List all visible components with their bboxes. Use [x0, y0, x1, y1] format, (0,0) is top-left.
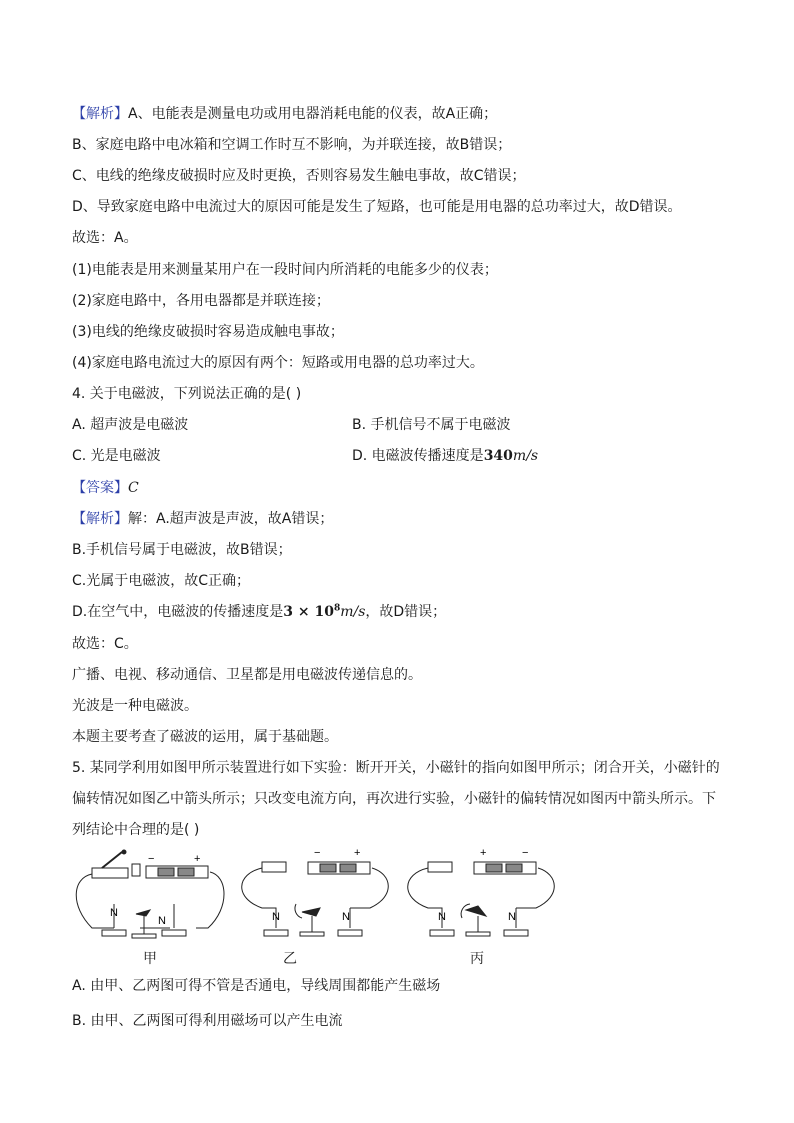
north-label-2: N [508, 911, 516, 923]
q3-analysis-line-1 [72, 104, 497, 124]
answer-tag: 【答案】 [72, 480, 128, 496]
figure-jia-circuit [70, 846, 240, 941]
magnetic-needle [302, 908, 320, 916]
minus-sign: − [148, 853, 155, 865]
switch-closed [262, 862, 286, 872]
q3-analysis-line-4: D、导致家庭电路中电流过大的原因可能是发生了短路，也可能是用电器的总功率过大，故D错误。 [72, 199, 682, 215]
battery-box [474, 862, 536, 874]
q4-option-b: B. 手机信号不属于电磁波 [352, 417, 511, 433]
q5-stem-line-2: 偏转情况如图乙中箭头所示；只改变电流方向，再次进行实验，小磁针的偏转情况如图丙中箭头所示。下 [72, 791, 716, 807]
wire-right [196, 872, 224, 928]
battery-box [146, 866, 208, 878]
q3-point-4: (4)家庭电路电流过大的原因有两个：短路或用电器的总功率过大。 [72, 355, 484, 371]
figure-yi-circuit [232, 846, 402, 941]
q3-point-3: (3)电线的绝缘皮破损时容易造成触电事故； [72, 324, 344, 340]
q3-choice: 故选：A。 [72, 230, 138, 246]
q3-point-1: (1)电能表是用来测量某用户在一段时间内所消耗的电能多少的仪表； [72, 262, 498, 278]
wire-left [76, 874, 114, 928]
q4-option-a: A. 超声波是电磁波 [72, 417, 189, 433]
figure-bing-label: 丙 [470, 951, 484, 967]
q4-choice: 故选：C。 [72, 636, 138, 652]
minus-sign: − [522, 847, 529, 859]
north-label-1: N [438, 911, 446, 923]
q4-analysis-line-1 [72, 509, 333, 529]
option-d-unit: m/s [512, 448, 539, 464]
q3-analysis-line-3: C、电线的绝缘皮破损时应及时更换，否则容易发生触电事故，故C错误； [72, 168, 526, 184]
north-label-1: N [272, 911, 280, 923]
option-d-text: D. 电磁波传播速度是 [352, 448, 484, 464]
speed-number: 3 × 10 [283, 604, 334, 620]
north-label-1: N [110, 907, 118, 919]
q4-note-3: 本题主要考查了磁波的运用，属于基础题。 [72, 729, 338, 745]
deflection-arrow [295, 904, 302, 918]
magnetic-needle [136, 910, 150, 916]
speed-unit: m/s [340, 604, 366, 620]
figure-yi-label: 乙 [283, 951, 297, 967]
analysis-tag: 【解析】 [72, 511, 128, 527]
analysis-text: 解：A.超声波是声波，故A错误； [128, 511, 334, 527]
plus-sign: + [354, 847, 361, 859]
q4-answer [72, 478, 139, 498]
speed-exponent: 8 [333, 603, 341, 614]
answer-value: C [128, 480, 139, 496]
switch-base [92, 868, 128, 878]
plus-sign: + [194, 853, 201, 865]
minus-sign: − [314, 847, 321, 859]
analysis-text: D.在空气中，电磁波的传播速度是 [72, 604, 284, 620]
q4-note-1: 广播、电视、移动通信、卫星都是用电磁波传递信息的。 [72, 667, 422, 683]
q4-note-2: 光波是一种电磁波。 [72, 698, 198, 714]
q4-option-c: C. 光是电磁波 [72, 448, 161, 464]
north-label-2: N [158, 915, 166, 927]
analysis-text: ，故D错误； [365, 604, 447, 620]
north-label-2: N [342, 911, 350, 923]
q4-analysis-line-2: B.手机信号属于电磁波，故B错误； [72, 542, 292, 558]
switch-lever [102, 852, 122, 868]
q5-stem-line-3: 列结论中合理的是( ) [72, 822, 200, 838]
switch-closed [428, 862, 452, 872]
figure-jia-label: 甲 [143, 951, 157, 967]
analysis-text: A、电能表是测量电功或用电器消耗电能的仪表，故A正确； [128, 106, 498, 122]
q4-analysis-line-3: C.光属于电磁波，故C正确； [72, 573, 251, 589]
q3-point-2: (2)家庭电路中，各用电器都是并联连接； [72, 293, 330, 309]
analysis-tag: 【解析】 [72, 106, 128, 122]
q3-analysis-line-2: B、家庭电路中电冰箱和空调工作时互不影响，为并联连接，故B错误； [72, 137, 512, 153]
battery-box [308, 862, 370, 874]
option-d-number: 340 [483, 448, 513, 464]
q5-option-a: A. 由甲、乙两图可得不管是否通电，导线周围都能产生磁场 [72, 978, 441, 994]
plus-sign: + [480, 847, 487, 859]
magnetic-needle [466, 906, 486, 916]
figure-bing-circuit [400, 846, 570, 941]
q4-analysis-line-4 [72, 602, 446, 622]
q4-option-d [352, 446, 538, 466]
q5-option-b: B. 由甲、乙两图可得利用磁场可以产生电流 [72, 1013, 343, 1029]
q4-stem: 4. 关于电磁波，下列说法正确的是( ) [72, 386, 302, 402]
q5-stem-line-1: 5. 某同学利用如图甲所示装置进行如下实验：断开开关，小磁针的指向如图甲所示；闭合开关，小磁针的 [72, 760, 720, 776]
